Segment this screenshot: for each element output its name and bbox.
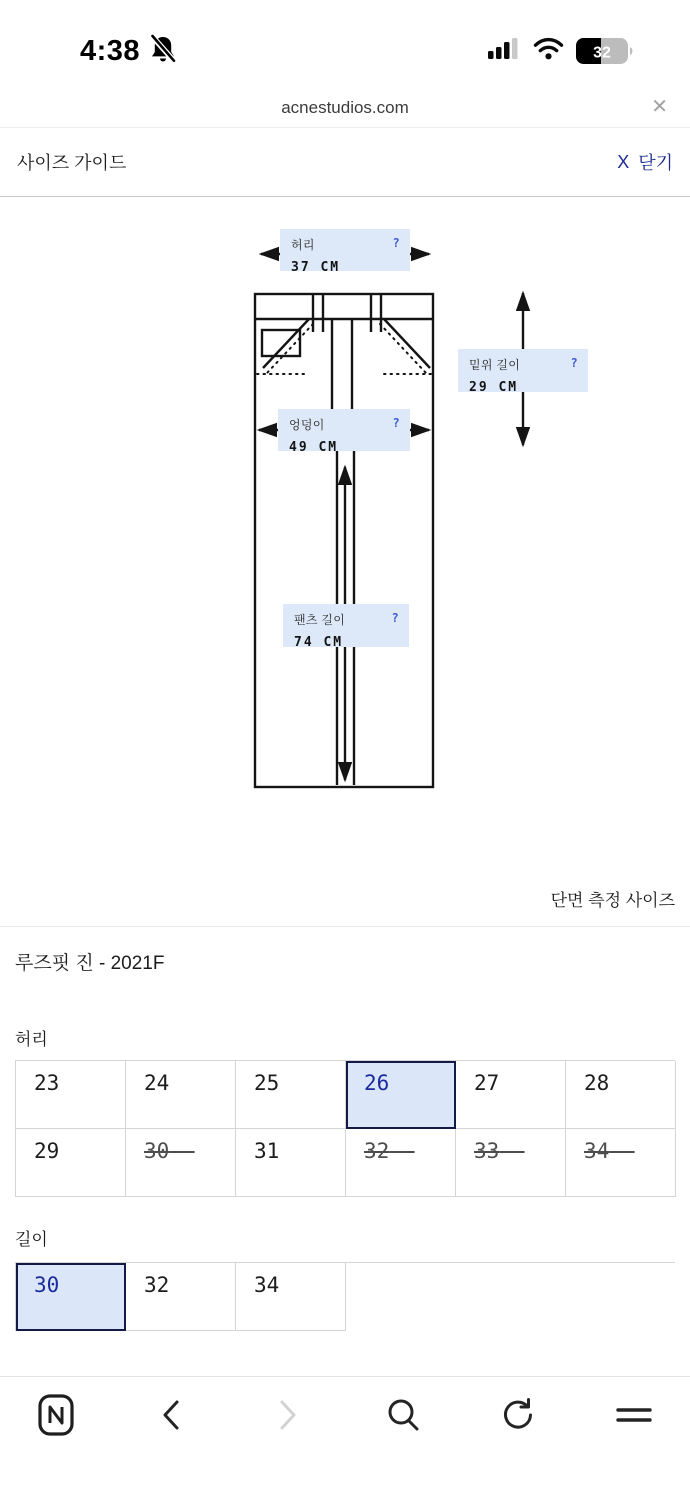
pants-length-value: 74 CM	[294, 635, 344, 650]
rise-value: 29 CM	[469, 380, 519, 395]
pants-length-measure-label	[283, 604, 409, 650]
waist-size-option[interactable]: 26	[346, 1061, 456, 1129]
question-icon[interactable]: ?	[391, 611, 399, 625]
pants-length-label: 팬츠 길이	[294, 613, 346, 627]
jeans-measurement-diagram	[0, 197, 690, 860]
waist-size-option[interactable]: 25	[236, 1061, 346, 1129]
hip-measure-label	[278, 409, 410, 455]
battery-icon	[576, 38, 634, 65]
naver-logo-icon[interactable]	[34, 1393, 78, 1437]
product-name: 루즈핏 진 - 2021F	[15, 953, 165, 974]
waist-value: 37 CM	[291, 260, 341, 275]
back-icon[interactable]	[150, 1393, 194, 1437]
waist-label: 허리	[291, 238, 315, 252]
waist-size-table	[15, 1060, 675, 1197]
measure-note-row	[0, 860, 690, 927]
waist-size-option[interactable]: 30	[126, 1129, 236, 1197]
length-size-option[interactable]: 34	[236, 1263, 346, 1331]
size-guide-header	[0, 128, 690, 197]
waist-size-option[interactable]: 34	[566, 1129, 676, 1197]
close-button-label: 닫기	[638, 153, 673, 173]
rise-measure-label	[458, 349, 588, 395]
battery-percent-text: 32	[593, 44, 611, 61]
rise-label: 밑위 길이	[469, 358, 521, 372]
forward-icon	[265, 1393, 309, 1437]
question-icon[interactable]: ?	[392, 236, 400, 250]
waist-size-option[interactable]: 24	[126, 1061, 236, 1129]
question-icon[interactable]: ?	[570, 356, 578, 370]
close-button[interactable]	[617, 149, 673, 175]
reload-icon[interactable]	[496, 1393, 540, 1437]
length-size-option[interactable]: 30	[16, 1263, 126, 1331]
page-title: 사이즈 가이드	[17, 153, 127, 173]
url-text[interactable]: acnestudios.com	[281, 97, 409, 117]
close-icon[interactable]: ✕	[651, 96, 668, 118]
length-size-option[interactable]: 32	[126, 1263, 236, 1331]
wifi-icon	[533, 37, 564, 65]
waist-size-option[interactable]: 31	[236, 1129, 346, 1197]
hip-label: 엉덩이	[289, 418, 325, 432]
question-icon[interactable]: ?	[392, 416, 400, 430]
waist-section-heading: 허리	[15, 1030, 48, 1049]
measure-note: 단면 측정 사이즈	[550, 891, 675, 910]
length-size-table	[15, 1262, 675, 1331]
menu-icon[interactable]	[612, 1393, 656, 1437]
cellular-signal-icon	[487, 37, 521, 66]
browser-url-bar[interactable]	[0, 88, 690, 128]
hip-value: 49 CM	[289, 440, 339, 455]
waist-size-option[interactable]: 32	[346, 1129, 456, 1197]
browser-toolbar	[0, 1376, 690, 1500]
jeans-outline-drawing	[0, 197, 690, 860]
status-bar	[0, 0, 690, 88]
product-row	[0, 927, 690, 997]
waist-size-option[interactable]: 28	[566, 1061, 676, 1129]
status-time: 4:38	[80, 34, 141, 67]
waist-size-option[interactable]: 29	[16, 1129, 126, 1197]
search-icon[interactable]	[381, 1393, 425, 1437]
close-x-glyph: X	[617, 151, 630, 172]
waist-size-option[interactable]: 27	[456, 1061, 566, 1129]
waist-measure-label	[280, 229, 410, 275]
length-section-heading: 길이	[15, 1230, 48, 1249]
waist-size-option[interactable]: 23	[16, 1061, 126, 1129]
bell-slash-icon	[148, 33, 178, 70]
waist-size-option[interactable]: 33	[456, 1129, 566, 1197]
